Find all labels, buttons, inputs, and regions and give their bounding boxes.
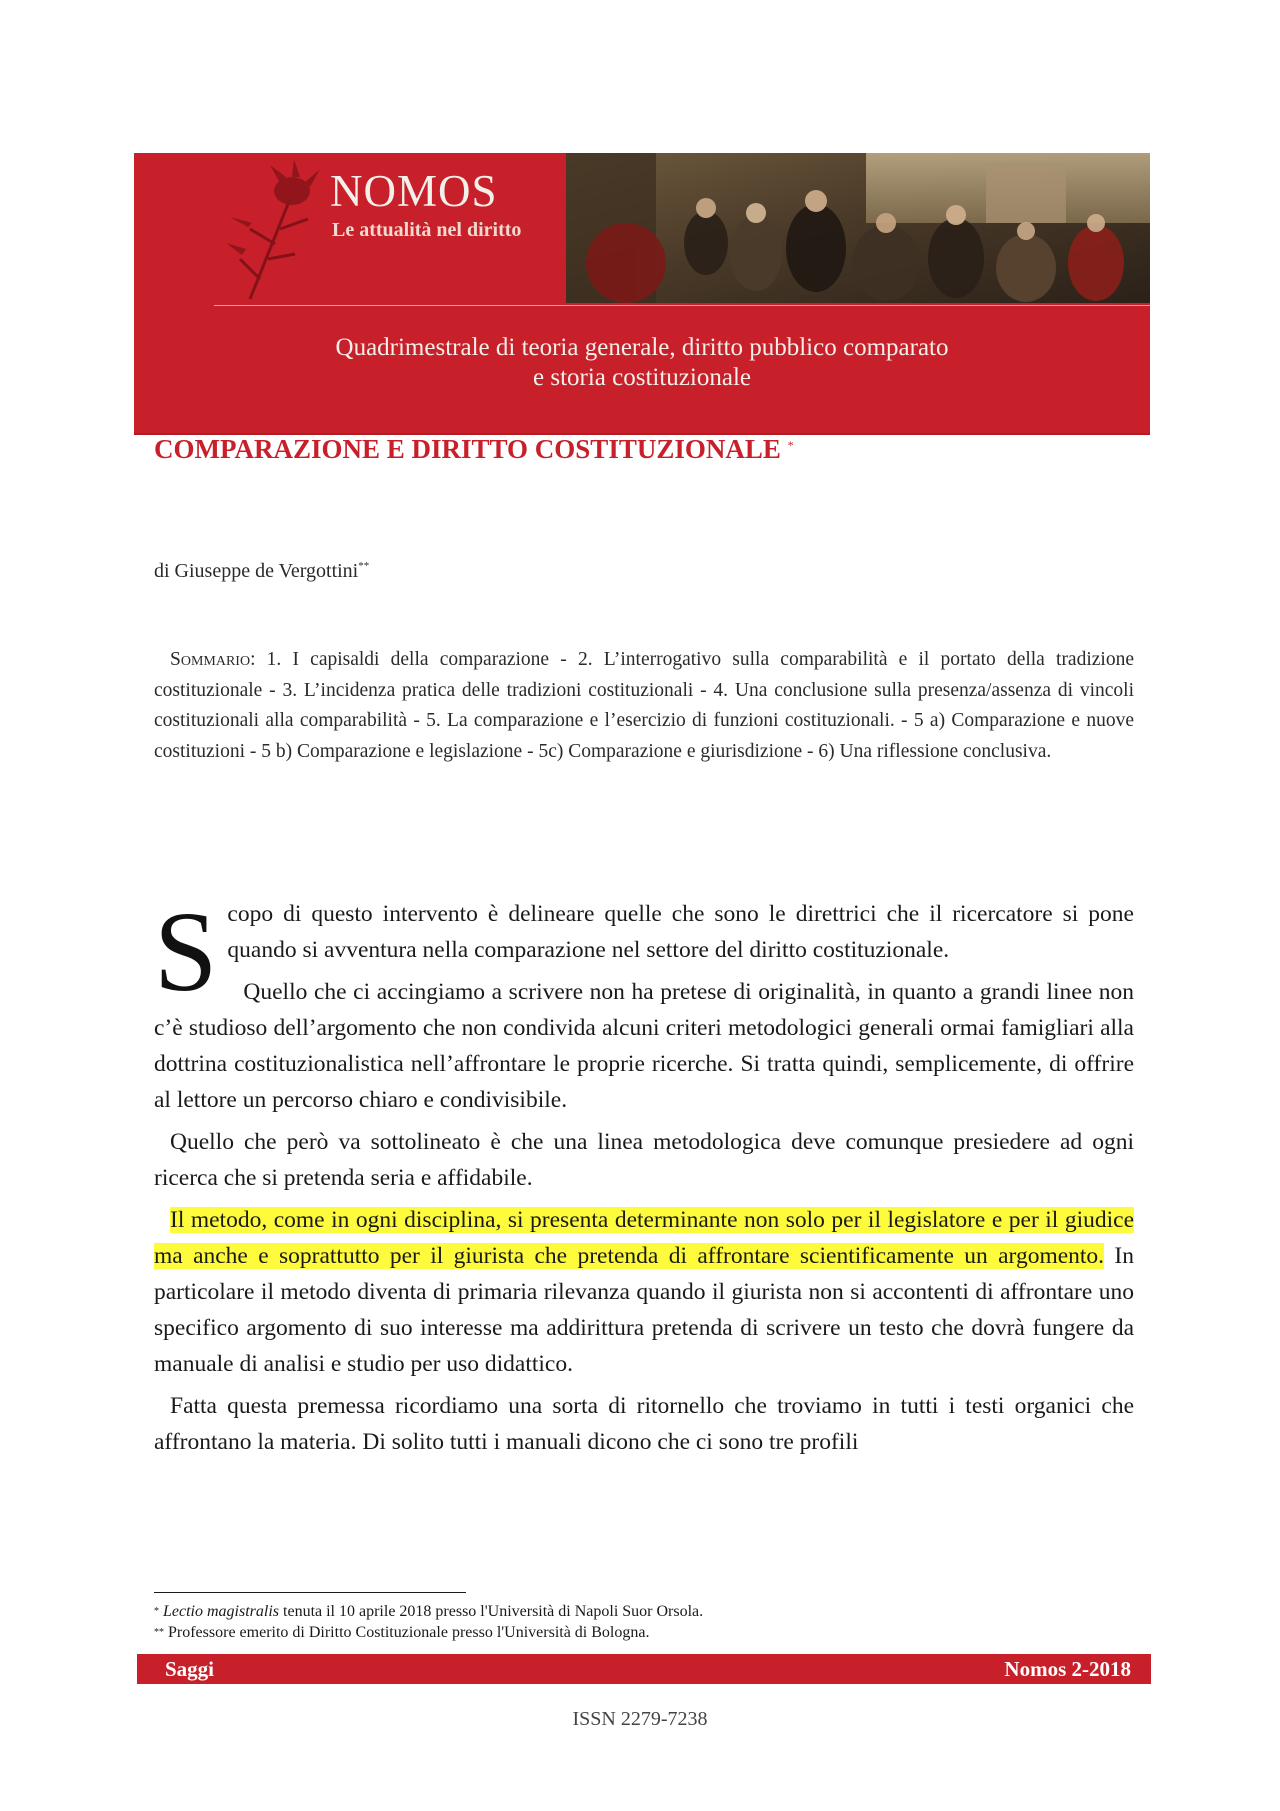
issue-label: Nomos 2-2018 bbox=[1004, 1657, 1131, 1681]
paragraph-4 bbox=[154, 1202, 1134, 1382]
summary-label: Sommario bbox=[170, 649, 251, 670]
tagline-line-1: Quadrimestrale di teoria generale, diritto pubblico comparato bbox=[335, 334, 949, 361]
footnotes bbox=[154, 1601, 1134, 1643]
summary-text: : 1. I capisaldi della comparazione - 2. L’interrogativo sulla comparabilità e il portato della tradizione costituzionale - 3. L’incidenza pratica delle tradizioni costituzionali - 4. Una conclusione sulla presenza/assenza di vincoli costituzionali alla comparabilità - 5. La comparazione e l’esercizio di funzioni costituzionali. - 5 a) Comparazione e nuove costituzioni - 5 b) Comparazione e legislazione - 5c) Comparazione e giurisdizione - 6) Una riflessione conclusiva. bbox=[154, 649, 1134, 762]
footnote-divider bbox=[154, 1592, 466, 1593]
article-body bbox=[154, 888, 1134, 1460]
summary bbox=[154, 645, 1134, 767]
author-footnote-marker[interactable]: ** bbox=[358, 560, 370, 572]
author-line bbox=[154, 560, 369, 583]
banner-divider bbox=[214, 305, 1150, 306]
paragraph-1 bbox=[154, 888, 1134, 1015]
highlighted-sentence: Il metodo, come in ogni disciplina, si presenta determinante non solo per il legislatore e per il giudice ma anche e soprattutto per il giurista che pretenda di affrontare scientificamente un argomento. bbox=[154, 1207, 1134, 1269]
journal-banner bbox=[134, 153, 1150, 433]
brand-subtitle: Le attualità nel diritto bbox=[332, 219, 522, 241]
article-title-text: COMPARAZIONE E DIRITTO COSTITUZIONALE bbox=[154, 434, 781, 464]
footer-bar bbox=[137, 1654, 1151, 1684]
article-title bbox=[154, 434, 794, 465]
footnote-1-italic: Lectio magistralis bbox=[163, 1603, 280, 1620]
paragraph-4-text: In particolare il metodo diventa di primaria rilevanza quando il giurista non si accontenti di affrontare uno specifico argomento di suo interesse ma addirittura pretenda di scrivere un testo che dovrà fungere da manuale di analisi e studio per uso didattico. bbox=[154, 1243, 1134, 1377]
footnote-2-text: Professore emerito di Diritto Costituzionale presso l'Università di Bologna. bbox=[164, 1624, 650, 1641]
footnote-1-marker: * bbox=[154, 1606, 159, 1617]
brand-title: NOMOS bbox=[330, 166, 498, 216]
paragraph-5: Fatta questa premessa ricordiamo una sorta di ritornello che troviamo in tutti i testi organici che affrontano la materia. Di solito tutti i manuali dicono che ci sono tre profili bbox=[154, 1393, 1134, 1455]
footnote-1 bbox=[154, 1601, 1134, 1622]
title-footnote-marker[interactable]: * bbox=[787, 438, 794, 452]
paragraph-3: Quello che però va sottolineato è che una linea metodologica deve comunque presiedere ad ogni ricerca che si pretenda seria e affidabile. bbox=[154, 1129, 1134, 1191]
journal-tagline bbox=[134, 333, 1150, 393]
paragraph-1-text: copo di questo intervento è delineare quelle che sono le direttrici che il ricercatore si pone quando si avventura nella comparazione nel settore del diritto costituzionale. bbox=[227, 901, 1134, 963]
section-label: Saggi bbox=[165, 1657, 215, 1681]
author-name: di Giuseppe de Vergottini bbox=[154, 560, 359, 582]
drop-cap: S bbox=[154, 888, 218, 1015]
footnote-1-text: tenuta il 10 aprile 2018 presso l'Università di Napoli Suor Orsola. bbox=[279, 1603, 704, 1620]
footnote-2-marker: ** bbox=[154, 1627, 164, 1638]
tagline-line-2: e storia costituzionale bbox=[533, 364, 751, 391]
historical-painting-image bbox=[566, 153, 1150, 303]
footnote-2 bbox=[154, 1622, 1134, 1643]
issn: ISSN 2279-7238 bbox=[572, 1708, 708, 1730]
paragraph-2: Quello che ci accingiamo a scrivere non ha pretese di originalità, in quanto a grandi linee non c’è studioso dell’argomento che non condivida alcuni criteri metodologici generali ormai famigliari alla dottrina costituzionalistica nell’affrontare le proprie ricerche. Si tratta quindi, semplicemente, di offrire al lettore un percorso chiaro e condivisibile. bbox=[154, 979, 1134, 1113]
thistle-logo-icon bbox=[220, 159, 330, 309]
